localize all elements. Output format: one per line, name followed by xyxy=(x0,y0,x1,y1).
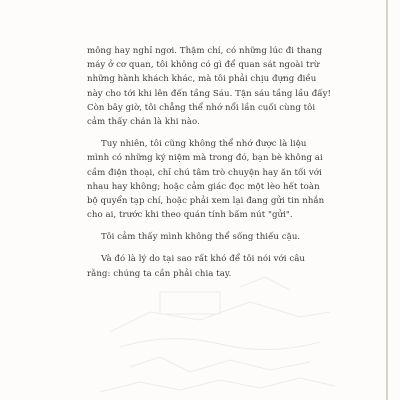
body-text xyxy=(87,44,331,281)
text-line: bộ quyển tạp chí, hoặc phải xem lại đang gửi tin nhắn xyxy=(87,195,325,206)
text-line: Tôi cảm thấy mình không thể sống thiếu cậu. xyxy=(101,232,301,243)
text-line: nhau hay không; hoặc cảm giác đọc một lèo hết toàn xyxy=(87,181,320,192)
text-line: cho ai, trước khi theo quán tính bấm nút "gửi". xyxy=(87,210,293,221)
paragraph-gap xyxy=(87,222,323,230)
text-line: cảm thấy chán là khi nào. xyxy=(87,116,200,127)
text-line: này cho tới khi lên đến tầng Sáu. Tận sáu tầng lầu đấy! xyxy=(87,88,331,99)
text-line: Và đó là lý do tại sao rất khó để tôi nói với câu xyxy=(101,254,305,265)
text-line: máy ở cơ quan, tôi không có gì để quan sát ngoài trừ xyxy=(87,60,320,71)
text-line: mông hay nghỉ ngơi. Thậm chí, có những lúc đi thang xyxy=(87,46,323,56)
paragraph-1 xyxy=(87,44,331,129)
text-line: Còn bây giờ, tôi chẳng thể nhớ nổi lần cuối cùng tôi xyxy=(87,102,316,113)
page-edge-divider xyxy=(386,0,388,400)
text-line: những hành khách khác, mà tôi phải chịu đựng điều xyxy=(87,74,317,85)
paragraph-4 xyxy=(87,252,323,280)
text-line: Tuy nhiên, tôi cũng không thể nhớ được là liệu xyxy=(101,139,307,150)
paragraph-3 xyxy=(87,230,323,244)
paragraph-gap xyxy=(87,244,323,252)
text-line: rằng: chúng ta cần phải chia tay. xyxy=(87,268,232,279)
show-through-illustration xyxy=(90,272,340,400)
paragraph-2 xyxy=(87,137,323,222)
text-line: mình có những ký niệm mà trong đó, bạn bè không ai xyxy=(87,153,323,164)
paragraph-gap xyxy=(87,129,323,137)
text-line: cầm điện thoại, chỉ chú tâm trò chuyện hay ăn tối với xyxy=(87,167,322,178)
